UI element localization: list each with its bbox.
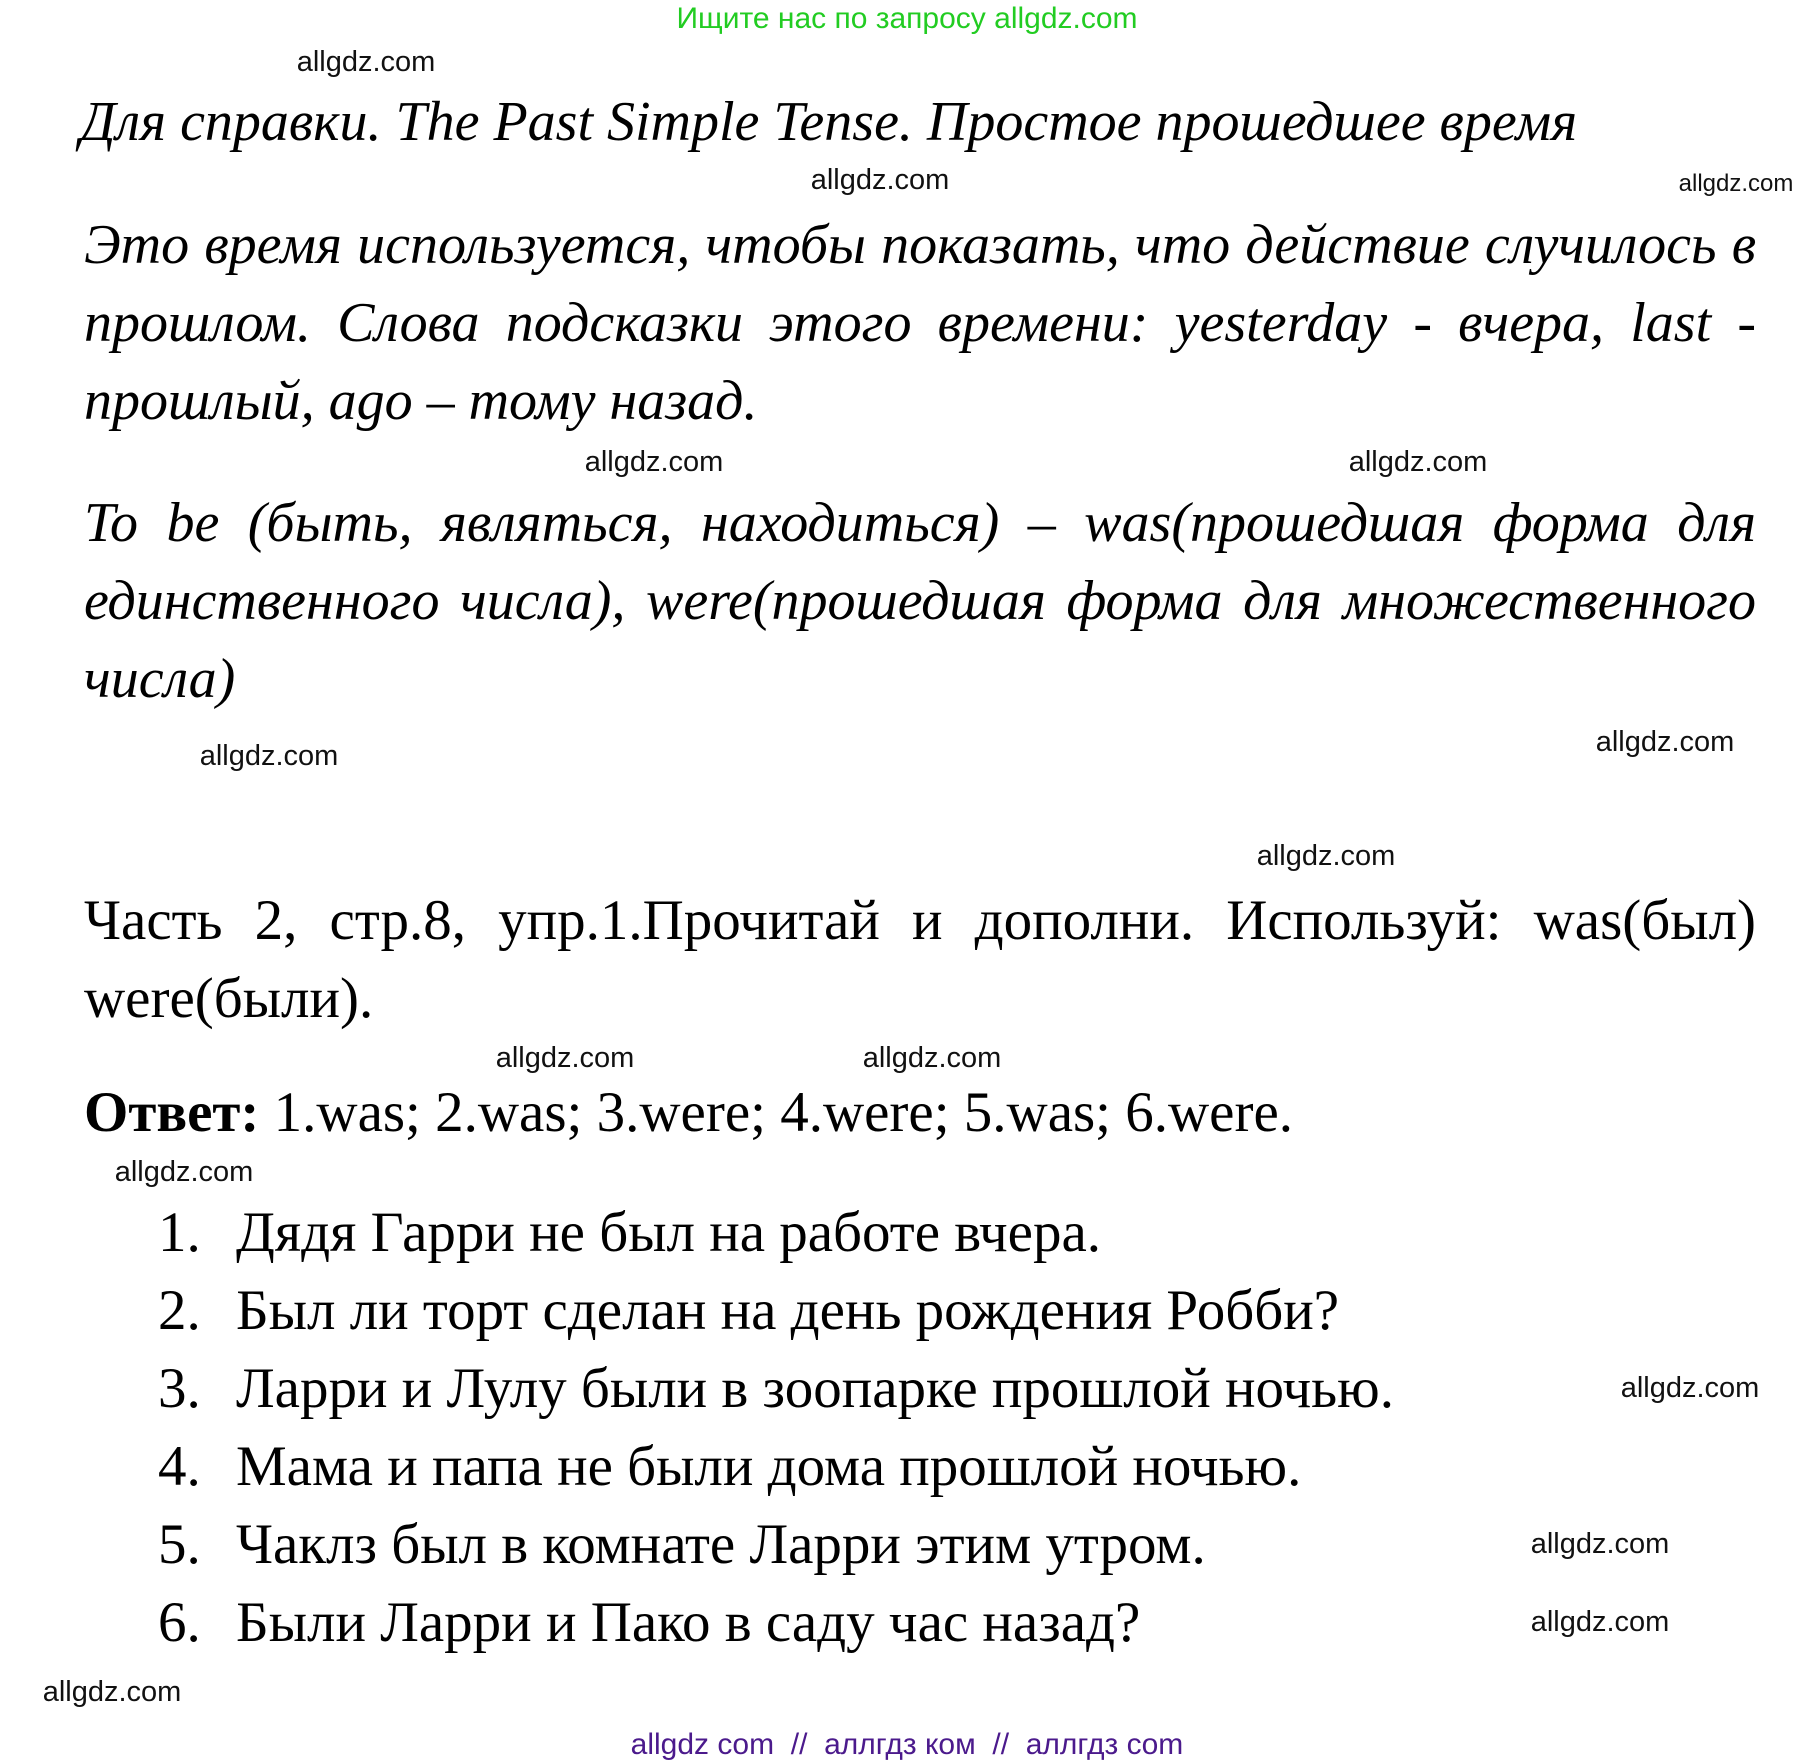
watermark: allgdz.com [862,1042,1002,1074]
watermark: allgdz.com [42,1676,182,1708]
task-heading: Часть 2, стр.8, упр.1.Прочитай и дополни. Используй: was(был) were(были). [84,889,1756,1030]
answer-label: Ответ: [84,1081,260,1144]
rule-paragraph: Это время используется, чтобы показать, что действие случилось в прошлом. Слова подсказки этого времени: yesterday - вчера, last - прошлый, ago – тому назад. [84,214,1756,432]
item-number: 2. [158,1279,201,1342]
watermark: allgdz.com [495,1042,635,1074]
item-text: Был ли торт сделан на день рождения Робби? [236,1279,1340,1342]
watermark: allgdz.com [1256,840,1396,872]
item-text: Чаклз был в комнате Ларри этим утром. [236,1513,1206,1576]
item-number: 1. [158,1201,201,1264]
watermark: allgdz.com [584,446,724,478]
item-text: Дядя Гарри не был на работе вчера. [236,1201,1102,1264]
watermark: allgdz.com [1678,170,1794,197]
answer-text: 1.was; 2.was; 3.were; 4.were; 5.was; 6.were. [259,1081,1294,1144]
item-text: Мама и папа не были дома прошлой ночью. [236,1435,1302,1498]
reference-title: Для справки. The Past Simple Tense. Простое прошедшее время [80,91,1578,153]
answer-line [84,1080,1293,1145]
watermark: allgdz.com [1530,1606,1670,1638]
watermark: allgdz.com [810,164,950,196]
watermark: allgdz.com [114,1156,254,1188]
item-text: Были Ларри и Пако в саду час назад? [236,1591,1141,1654]
footer-links: allgdz com // аллгдз ком // аллгдз com [630,1728,1184,1761]
to-be-paragraph: To be (быть, являться, находиться) – was(прошедшая форма для единственного числа), were(прошедшая форма для множественного числа) [84,492,1756,710]
watermark: allgdz.com [1348,446,1488,478]
item-number: 5. [158,1513,201,1576]
watermark: allgdz.com [1530,1528,1670,1560]
item-text: Ларри и Лулу были в зоопарке прошлой ночью. [236,1357,1394,1420]
item-number: 6. [158,1591,201,1654]
watermark: allgdz.com [1595,726,1735,758]
item-number: 4. [158,1435,201,1498]
watermark: allgdz.com [296,46,436,78]
watermark: allgdz.com [1620,1372,1760,1404]
watermark: allgdz.com [199,740,339,772]
top-banner: Ищите нас по запросу allgdz.com [676,2,1138,35]
item-number: 3. [158,1357,201,1420]
